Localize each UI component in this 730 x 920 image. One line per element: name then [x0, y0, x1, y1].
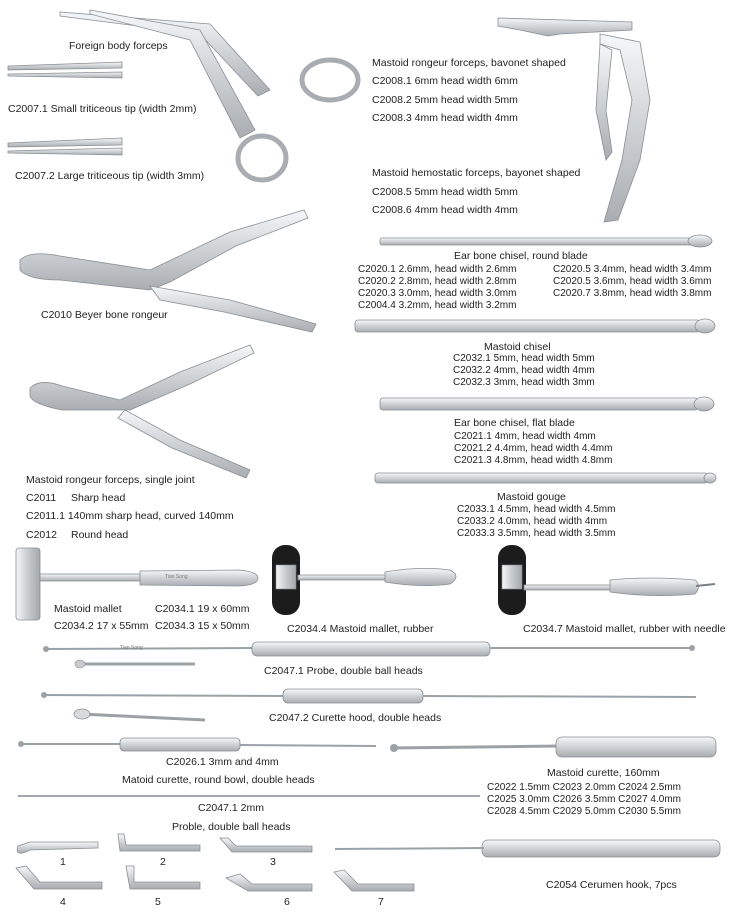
label-c2026-1: C2026.1 3mm and 4mm — [166, 756, 279, 768]
small-triticeous-tip — [8, 62, 122, 78]
curette-size-row: C2025 3.0mm C2026 3.5mm C2027 4.0mm — [487, 794, 681, 805]
label-mastoid-chisel: Mastoid chisel — [484, 341, 551, 353]
label-c2033-2: C2033.2 4.0mm, head width 4mm — [457, 516, 608, 527]
mallet-handle-engraving: Tian Song — [165, 574, 188, 580]
label-c2020-2: C2020.2 2.8mm, head width 2.8mm — [358, 276, 517, 287]
label-c2020-5: C2020.5 3.4mm, head width 3.4mm — [553, 264, 712, 275]
label-curette-160: Mastoid curette, 160mm — [547, 767, 660, 779]
probe-handle-engraving: Tian Song — [120, 645, 143, 651]
cerumen-hook — [335, 840, 720, 857]
label-mastoid-gouge: Mastoid gouge — [497, 491, 566, 503]
label-mastoid-rongeur: Mastoid rongeur forceps, bavonet shaped — [372, 57, 566, 69]
label-c2020-3: C2020.3 3.0mm, head width 3.0mm — [358, 288, 517, 299]
label-proble: Proble, double ball heads — [172, 821, 291, 833]
single-joint-rongeur — [30, 345, 254, 478]
label-c2011-code: C2011 — [26, 492, 57, 504]
label-c2012-code: C2012 — [26, 529, 57, 541]
label-c2008-5: C2008.5 5mm head width 5mm — [372, 186, 518, 198]
label-c2004-4: C2004.4 3.2mm, head width 3.2mm — [358, 300, 517, 311]
label-c2008-1: C2008.1 6mm head width 6mm — [372, 75, 518, 87]
hook-number: 3 — [270, 856, 276, 868]
label-round-bowl: Matoid curette, round bowl, double heads — [122, 774, 315, 786]
label-c2032-3: C2032.3 3mm, head width 3mm — [453, 377, 595, 388]
label-c2008-6: C2008.6 4mm head width 4mm — [372, 204, 518, 216]
ear-chisel-round-end — [688, 235, 712, 247]
round-bowl-curette — [18, 738, 376, 751]
label-mastoid-mallet: Mastoid mallet — [54, 603, 122, 615]
mastoid-chisel-end — [695, 319, 715, 333]
ear-chisel-flat-shaft — [380, 398, 698, 410]
mastoid-curette-160 — [390, 737, 716, 757]
label-c2047-1-probe: C2047.1 Probe, double ball heads — [264, 665, 423, 677]
hook-number: 1 — [60, 856, 66, 868]
label-single-joint: Mastoid rongeur forceps, single joint — [26, 474, 195, 486]
label-cerumen-hook: C2054 Cerumen hook, 7pcs — [546, 879, 677, 891]
label-c2034-4: C2034.4 Mastoid mallet, rubber — [287, 623, 434, 635]
label-c2034-2: C2034.2 17 x 55mm — [54, 620, 149, 632]
label-c2011-1: C2011.1 140mm sharp head, curved 140mm — [26, 510, 234, 522]
label-c2021-1: C2021.1 4mm, head width 4mm — [454, 431, 596, 442]
label-mastoid-hemostatic: Mastoid hemostatic forceps, bayonet shaped — [372, 167, 581, 179]
label-c2034-7: C2034.7 Mastoid mallet, rubber with needle — [523, 623, 726, 635]
label-c2034-3: C2034.3 15 x 50mm — [155, 620, 250, 632]
label-c2012-desc: Round head — [71, 529, 129, 541]
label-c2034-1: C2034.1 19 x 60mm — [155, 603, 250, 615]
label-foreign-body-forceps: Foreign body forceps — [69, 40, 168, 52]
hook-number: 7 — [378, 896, 384, 908]
label-beyer-rongeur: C2010 Beyer bone rongeur — [41, 309, 168, 321]
label-c2011-desc: Sharp head — [71, 492, 126, 504]
label-c2033-3: C2033.3 3.5mm, head width 3.5mm — [457, 528, 616, 539]
label-ear-chisel-flat: Ear bone chisel, flat blade — [454, 417, 575, 429]
label-c2020-7: C2020.7 3.8mm, head width 3.8mm — [553, 288, 712, 299]
label-c2020-6: C2020.5 3.6mm, head width 3.6mm — [553, 276, 712, 287]
curette-size-row: C2028 4.5mm C2029 5.0mm C2030 5.5mm — [487, 806, 681, 817]
label-c2021-2: C2021.2 4.4mm, head width 4.4mm — [454, 443, 613, 454]
label-c2047-1-2mm: C2047.1 2mm — [198, 802, 264, 814]
label-c2021-3: C2021.3 4.8mm, head width 4.8mm — [454, 455, 613, 466]
label-c2032-1: C2032.1 5mm, head width 5mm — [453, 353, 595, 364]
hook-number: 4 — [60, 896, 66, 908]
label-c2008-2: C2008.2 5mm head width 5mm — [372, 94, 518, 106]
label-c2007-1: C2007.1 Small triticeous tip (width 2mm) — [8, 103, 197, 115]
label-c2033-1: C2033.1 4.5mm, head width 4.5mm — [457, 504, 616, 515]
hook-number: 2 — [160, 856, 166, 868]
hook-tips — [16, 834, 414, 891]
label-ear-chisel-round: Ear bone chisel, round blade — [454, 250, 588, 262]
hook-number: 6 — [284, 896, 290, 908]
label-c2007-2: C2007.2 Large triticeous tip (width 3mm) — [15, 170, 205, 182]
mastoid-gouge-end — [704, 473, 716, 483]
label-c2008-3: C2008.3 4mm head width 4mm — [372, 112, 518, 124]
ear-chisel-round-shaft — [380, 238, 695, 245]
curette-size-row: C2022 1.5mm C2023 2.0mm C2024 2.5mm — [487, 782, 681, 793]
ear-chisel-flat-end — [694, 397, 714, 411]
large-triticeous-tip — [8, 138, 122, 155]
bayonet-rongeur-forceps — [498, 18, 650, 222]
rubber-mallet-needle — [498, 545, 715, 615]
mastoid-chisel-shaft — [355, 320, 700, 332]
rubber-mallet — [272, 545, 456, 615]
mastoid-gouge-shaft — [375, 473, 708, 483]
label-c2032-2: C2032.2 4mm, head width 4mm — [453, 365, 595, 376]
label-c2020-1: C2020.1 2.6mm, head width 2.6mm — [358, 264, 517, 275]
hook-number: 5 — [155, 896, 161, 908]
label-c2047-2: C2047.2 Curette hood, double heads — [269, 712, 442, 724]
